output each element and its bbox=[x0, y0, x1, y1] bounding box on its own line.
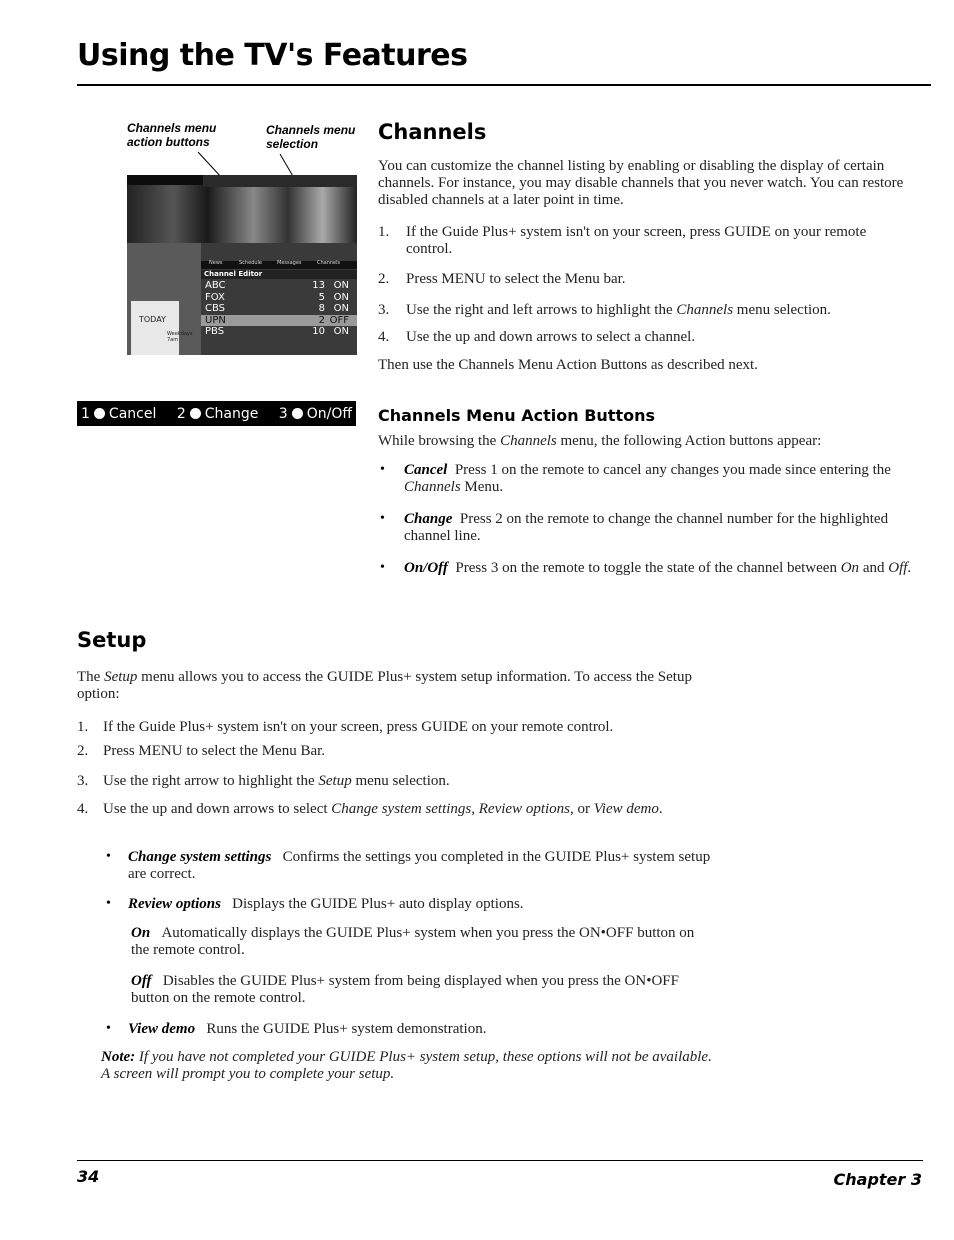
channel-name: UPN bbox=[205, 314, 226, 326]
bullet-icon: • bbox=[106, 1021, 111, 1036]
button-1-icon bbox=[94, 408, 105, 419]
channels-intro: You can customize the channel listing by enabling or disabling the display of certain channels. For instance, you may disable channels that you never watch. You can restore disabled channels at a later point in time. bbox=[378, 158, 904, 208]
setup-heading: Setup bbox=[77, 628, 147, 652]
setup-step-3: Use the right arrow to highlight the Setup menu selection. bbox=[103, 773, 450, 789]
step-number: 4. bbox=[378, 329, 390, 345]
channel-number: 10 bbox=[312, 326, 325, 337]
setup-intro: The Setup menu allows you to access the GUIDE Plus+ system setup information. To access the Setup option: bbox=[77, 669, 692, 702]
channel-row bbox=[201, 292, 357, 303]
channel-state: ON bbox=[333, 303, 349, 314]
setup-step-2: Press MENU to select the Menu Bar. bbox=[103, 743, 326, 759]
chapter-label: Chapter 3 bbox=[833, 1170, 922, 1189]
tab-messages: Messages bbox=[277, 260, 302, 266]
channel-name: CBS bbox=[205, 303, 226, 314]
channels-step-2: Press MENU to select the Menu bar. bbox=[406, 271, 626, 287]
bullet-icon: • bbox=[380, 462, 385, 477]
setup-note: Note: If you have not completed your GUIDE Plus+ system setup, these options will not be available. A screen will prompt you to complete your setup. bbox=[101, 1049, 712, 1082]
step-number: 2. bbox=[378, 271, 390, 287]
channel-state: ON bbox=[333, 291, 349, 303]
step-number: 1. bbox=[378, 224, 390, 240]
channels-step-1: If the Guide Plus+ system isn't on your screen, press GUIDE on your remote control. bbox=[406, 224, 867, 257]
menu-tabs bbox=[201, 261, 357, 269]
channel-row bbox=[201, 315, 357, 326]
option-review-options: Review options Displays the GUIDE Plus+ auto display options. bbox=[128, 896, 524, 912]
button-3-icon bbox=[292, 408, 303, 419]
option-view-demo: View demo Runs the GUIDE Plus+ system demonstration. bbox=[128, 1021, 487, 1037]
button-2-icon bbox=[190, 408, 201, 419]
setup-step-4: Use the up and down arrows to select Change system settings, Review options, or View demo. bbox=[103, 801, 663, 817]
channel-number: 13 bbox=[312, 280, 325, 291]
header-rule bbox=[77, 84, 931, 86]
step-number: 3. bbox=[77, 773, 89, 789]
on-off-action: 3 On/Off bbox=[278, 405, 352, 422]
option-change-system-settings: Change system settings Confirms the settings you completed in the GUIDE Plus+ system setup are correct. bbox=[128, 849, 711, 882]
action-on-off-item: On/Off Press 3 on the remote to toggle the state of the channel between On and Off. bbox=[404, 560, 912, 576]
sub-option-off: Off Disables the GUIDE Plus+ system from being displayed when you press the ON•OFF button on the remote control. bbox=[131, 973, 679, 1006]
tab-schedule: Schedule bbox=[239, 260, 262, 266]
bullet-icon: • bbox=[106, 896, 111, 911]
channel-name: FOX bbox=[205, 291, 225, 303]
channel-state: ON bbox=[333, 280, 349, 291]
channel-name: ABC bbox=[205, 280, 226, 291]
channel-state: ON bbox=[333, 326, 349, 337]
channels-step-4: Use the up and down arrows to select a channel. bbox=[406, 329, 696, 345]
channel-row bbox=[201, 326, 357, 337]
today-label: TODAY bbox=[139, 315, 166, 324]
setup-step-1: If the Guide Plus+ system isn't on your screen, press GUIDE on your remote control. bbox=[103, 719, 614, 735]
step-number: 3. bbox=[378, 302, 390, 318]
channel-state: OFF bbox=[329, 314, 349, 326]
action-cancel-item: Cancel Press 1 on the remote to cancel any changes you made since entering the Channels Menu. bbox=[404, 462, 891, 495]
tab-news: News bbox=[209, 260, 223, 266]
step-number: 4. bbox=[77, 801, 89, 817]
step-number: 1. bbox=[77, 719, 89, 735]
channels-heading: Channels bbox=[378, 120, 487, 144]
channel-number: 5 bbox=[318, 291, 325, 303]
page-title: Using the TV's Features bbox=[77, 38, 468, 73]
caption-action-buttons: Channels menu action buttons bbox=[127, 121, 217, 149]
today-ad-box bbox=[131, 301, 179, 355]
page-number: 34 bbox=[77, 1167, 100, 1186]
sub-option-on: On Automatically displays the GUIDE Plus+ system when you press the ON•OFF button on the remote control. bbox=[131, 925, 695, 958]
channel-number: 8 bbox=[318, 303, 325, 314]
change-action: 2 Change bbox=[176, 405, 259, 422]
tv-channel-strip bbox=[203, 175, 357, 187]
bullet-icon: • bbox=[380, 560, 385, 575]
bullet-icon: • bbox=[106, 849, 111, 864]
tv-left-panel bbox=[127, 243, 201, 355]
channel-number: 2 bbox=[318, 314, 325, 326]
tab-channels: Channels bbox=[317, 260, 341, 266]
tv-screen-image bbox=[127, 175, 357, 355]
action-button-bar bbox=[77, 401, 356, 426]
channels-outro: Then use the Channels Menu Action Buttons as described next. bbox=[378, 357, 758, 373]
caption-menu-selection: Channels menu selection bbox=[266, 123, 356, 151]
step-number: 2. bbox=[77, 743, 89, 759]
bullet-icon: • bbox=[380, 511, 385, 526]
cancel-action: 1 Cancel bbox=[81, 405, 157, 422]
action-buttons-heading: Channels Menu Action Buttons bbox=[378, 406, 656, 425]
channel-editor-panel bbox=[201, 243, 357, 355]
action-change-item: Change Press 2 on the remote to change the channel number for the highlighted channel line. bbox=[404, 511, 889, 544]
tv-video-thumbnail bbox=[127, 185, 357, 243]
weekdays-label: Weekdays 7am bbox=[167, 331, 193, 343]
channel-name: PBS bbox=[205, 326, 225, 337]
action-buttons-intro: While browsing the Channels menu, the following Action buttons appear: bbox=[378, 433, 822, 449]
footer-rule bbox=[77, 1160, 923, 1161]
channel-row bbox=[201, 280, 357, 291]
channel-row bbox=[201, 303, 357, 314]
channels-step-3: Use the right and left arrows to highlight the Channels menu selection. bbox=[406, 302, 831, 318]
channel-editor-title: Channel Editor bbox=[201, 270, 357, 279]
